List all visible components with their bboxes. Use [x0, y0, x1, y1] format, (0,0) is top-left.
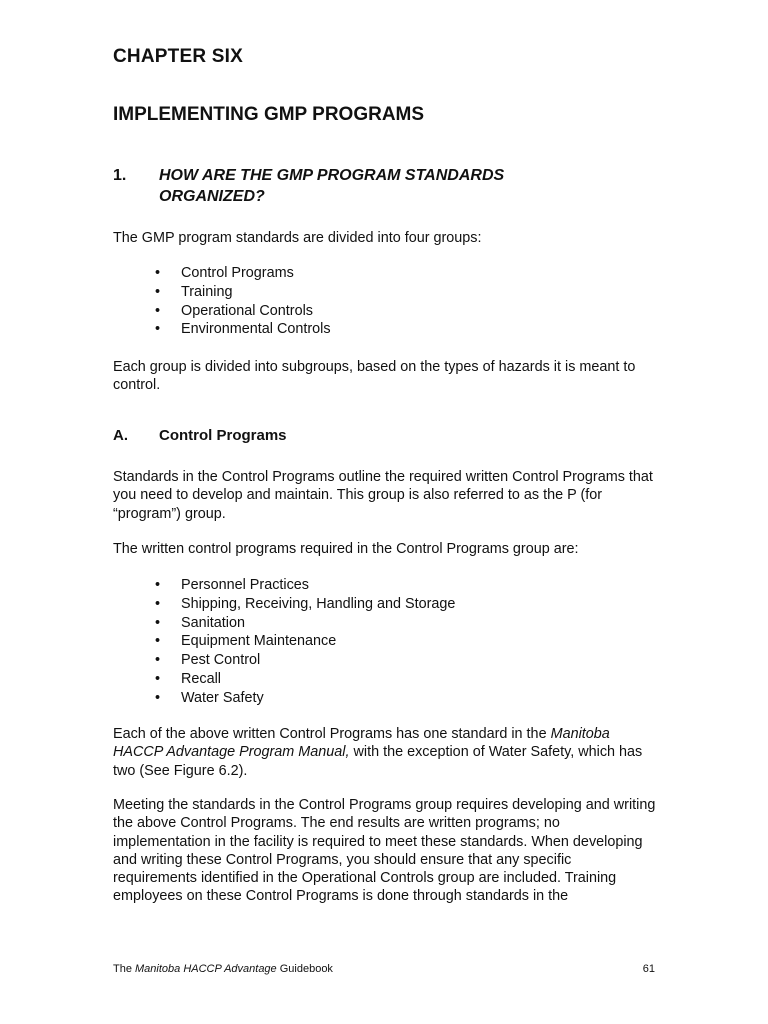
manual-title: Manitoba HACCP Advantage Program Manual, — [113, 726, 610, 761]
list-item: • Environmental Controls — [155, 321, 331, 338]
bullet-icon: • — [155, 577, 161, 593]
bullet-icon: • — [155, 652, 161, 669]
groups-list — [155, 264, 331, 339]
list-item: • Shipping, Receiving, Handling and Storage — [155, 595, 456, 612]
bullet-icon: • — [155, 595, 161, 612]
control-programs-paragraph-1: Standards in the Control Programs outline the required written Control Programs that you need to develop and maintain. This group is also referred to as the P (for “program”) group. — [113, 469, 653, 522]
intro-paragraph: The GMP program standards are divided into four groups: — [113, 230, 482, 246]
list-item: • Water Safety — [155, 689, 264, 706]
page-title: IMPLEMENTING GMP PROGRAMS — [113, 104, 425, 125]
list-item: • Operational Controls — [155, 302, 313, 319]
bullet-icon: • — [155, 302, 161, 319]
page-footer: The Manitoba HACCP Advantage Guidebook 61 — [113, 963, 655, 975]
bullet-icon: • — [155, 614, 161, 631]
control-programs-list — [155, 576, 455, 708]
list-item: • Equipment Maintenance — [155, 633, 337, 650]
list-item: • Training — [155, 283, 233, 300]
groups-note-paragraph: Each group is divided into subgroups, based on the types of hazards it is meant to control. — [113, 359, 636, 394]
bullet-icon: • — [155, 265, 161, 281]
bullet-icon: • — [155, 283, 161, 300]
list-item: • Sanitation — [155, 614, 246, 631]
guidebook-title: Manitoba HACCP Advantage — [135, 963, 277, 975]
subsection-a-letter: A. — [113, 427, 128, 444]
section-1-number: 1. — [113, 167, 127, 184]
section-1-question: HOW ARE THE GMP PROGRAM STANDARDS ORGANIZED? — [159, 167, 505, 205]
chapter-heading: CHAPTER SIX — [113, 46, 243, 67]
control-programs-paragraph-2: The written control programs required in the Control Programs group are: — [113, 541, 579, 557]
list-item: • Personnel Practices — [155, 577, 309, 593]
bullet-icon: • — [155, 633, 161, 650]
control-programs-paragraph-3: Each of the above written Control Programs has one standard in the Manitoba HACCP Advantage Program Manual, with the exception of Water Safety, which has two (See Figure 6.2). — [113, 726, 643, 779]
bullet-icon: • — [155, 321, 161, 338]
page-number: 61 — [642, 963, 655, 975]
list-item: • Pest Control — [155, 652, 261, 669]
list-item: • Recall — [155, 670, 221, 687]
control-programs-paragraph-4: Meeting the standards in the Control Programs group requires developing and writing the above Control Programs. The end results are written programs; no implementation in the facility is required to meet these standards. When developing and writing these Control Programs, you should ensure that any specific requirements identified in the Operational Controls group are included. Training employees on these Control Programs is done through standards in the — [113, 797, 656, 905]
bullet-icon: • — [155, 670, 161, 687]
subsection-a-title: Control Programs — [159, 427, 287, 444]
bullet-icon: • — [155, 689, 161, 706]
list-item: • Control Programs — [155, 265, 294, 281]
